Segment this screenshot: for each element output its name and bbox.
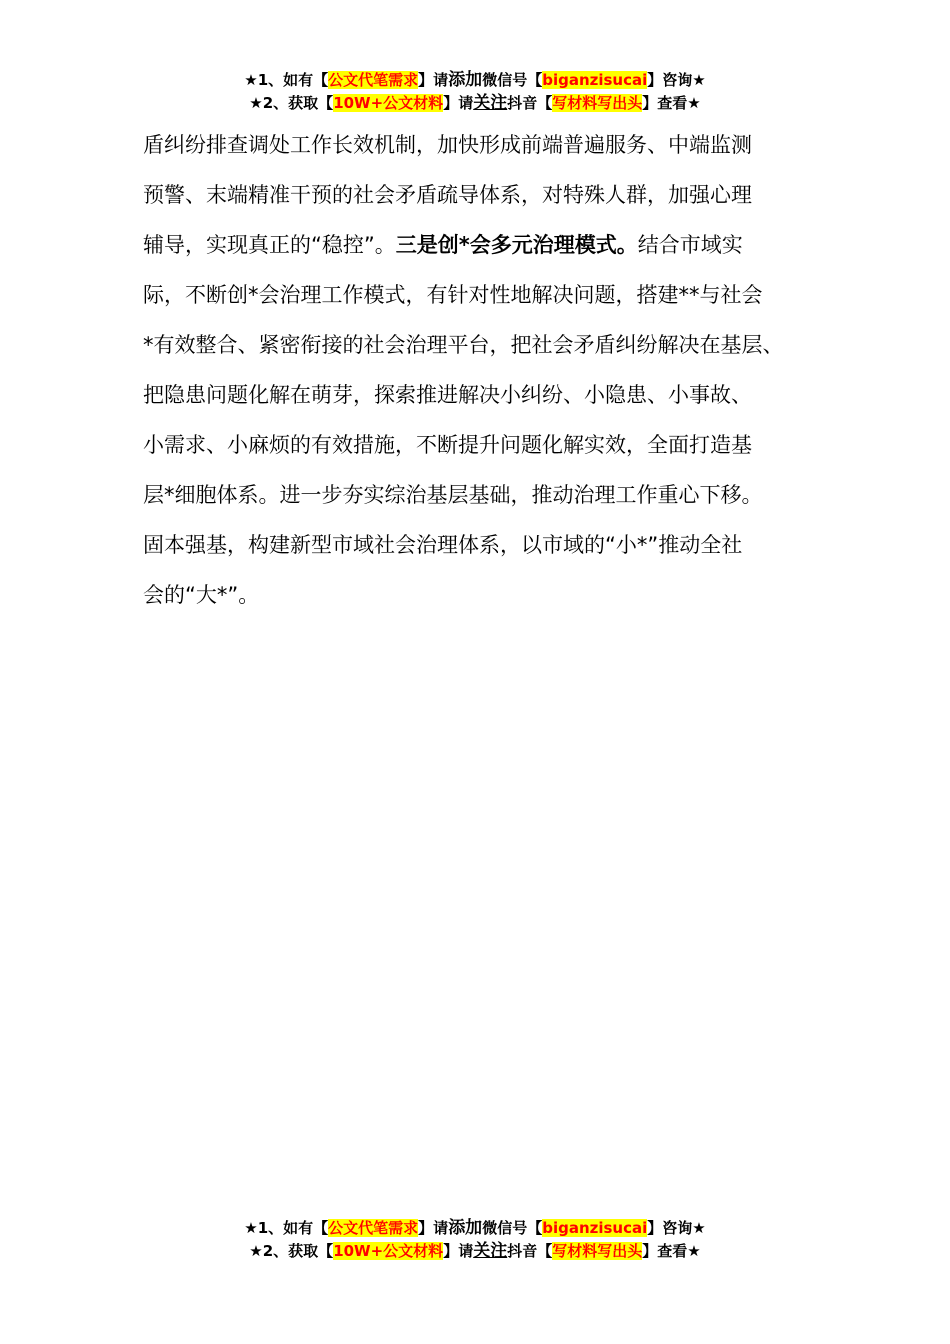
footer-highlight-douyin-account: 写材料写出头 (552, 1242, 643, 1260)
footer-emphasis-follow: 关注 (473, 1241, 508, 1261)
header-line-2-prefix: ★2、获取【 (249, 94, 334, 112)
header-highlight-service: 公文代笔需求 (328, 71, 419, 89)
body-line-4: 际，不断创*会治理工作模式，有针对性地解决问题，搭建**与社会 (143, 283, 763, 307)
footer-emphasis-add: 添加 (448, 1218, 483, 1238)
body-line-9: 固本强基，构建新型市域社会治理体系，以市域的“小*”推动全社 (143, 533, 743, 557)
body-line-5: *有效整合、紧密衔接的社会治理平台，把社会矛盾纠纷解决在基层、 (143, 333, 784, 357)
header-emphasis-follow: 关注 (473, 93, 508, 113)
body-line-2: 预警、末端精准干预的社会矛盾疏导体系，对特殊人群，加强心理 (143, 183, 752, 207)
header-line-1 (0, 69, 950, 92)
footer-banner (0, 1217, 950, 1263)
footer-line-2-mid2: 抖音【 (507, 1242, 553, 1260)
header-line-2-mid2: 抖音【 (507, 94, 553, 112)
header-highlight-wechat-id: biganzisucai (542, 71, 648, 89)
header-line-1-mid2: 微信号【 (482, 71, 543, 89)
header-line-1-suffix: 】咨询★ (647, 71, 706, 89)
footer-highlight-wechat-id: biganzisucai (542, 1219, 648, 1237)
header-line-2-mid1: 】请 (443, 94, 474, 112)
header-highlight-materials: 10W+公文材料 (333, 94, 444, 112)
body-line-6: 把隐患问题化解在萌芽，探索推进解决小纠纷、小隐患、小事故、 (143, 383, 752, 407)
header-highlight-douyin-account: 写材料写出头 (552, 94, 643, 112)
body-line-7: 小需求、小麻烦的有效措施，不断提升问题化解实效，全面打造基 (143, 433, 752, 457)
footer-highlight-materials: 10W+公文材料 (333, 1242, 444, 1260)
body-line-3-text: 辅导，实现真正的“稳控”。 (143, 233, 396, 257)
footer-line-2-suffix: 】查看★ (642, 1242, 701, 1260)
footer-highlight-service: 公文代笔需求 (328, 1219, 419, 1237)
footer-line-2 (0, 1240, 950, 1263)
footer-line-1-prefix: ★1、如有【 (244, 1219, 329, 1237)
header-banner (0, 69, 950, 115)
header-line-1-prefix: ★1、如有【 (244, 71, 329, 89)
footer-line-1-mid2: 微信号【 (482, 1219, 543, 1237)
body-line-3-tail: 结合市域实 (637, 233, 743, 257)
body-line-10: 会的“大*”。 (143, 583, 260, 607)
body-bold-heading: 三是创*会多元治理模式。 (395, 233, 638, 257)
body-line-8: 层*细胞体系。进一步夯实综治基层基础，推动治理工作重心下移。 (143, 483, 763, 507)
footer-line-2-prefix: ★2、获取【 (249, 1242, 334, 1260)
header-emphasis-add: 添加 (448, 70, 483, 90)
footer-line-1-suffix: 】咨询★ (647, 1219, 706, 1237)
body-line-1: 盾纠纷排查调处工作长效机制，加快形成前端普遍服务、中端监测 (143, 133, 752, 157)
body-line-3 (143, 220, 833, 270)
footer-line-1-mid1: 】请 (418, 1219, 449, 1237)
footer-line-2-mid1: 】请 (443, 1242, 474, 1260)
document-body (143, 120, 833, 620)
header-line-2-suffix: 】查看★ (642, 94, 701, 112)
header-line-1-mid1: 】请 (418, 71, 449, 89)
header-line-2 (0, 92, 950, 115)
footer-line-1 (0, 1217, 950, 1240)
